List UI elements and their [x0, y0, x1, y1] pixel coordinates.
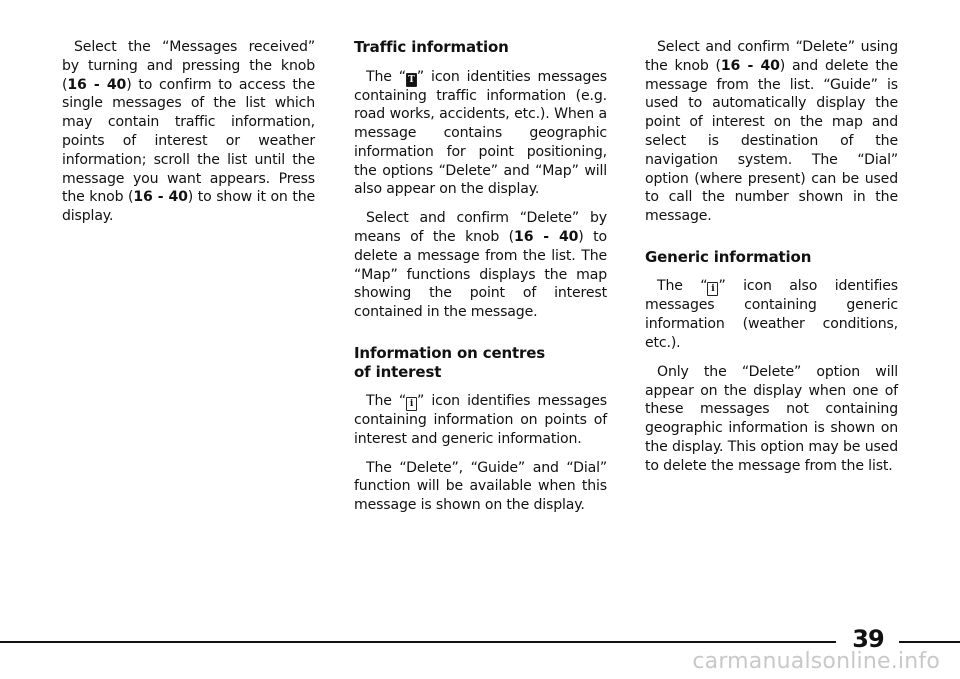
knob-reference: 16 - 40 [720, 57, 780, 74]
heading-traffic-information: Traffic information [354, 38, 509, 56]
text-column-1 [62, 38, 315, 236]
paragraph [354, 68, 607, 200]
heading-line: of interest [354, 362, 442, 381]
heading-line: Information on centres [354, 344, 546, 363]
paragraph: Only the “Delete” option will appear on the display when one of these messages not containing geographic information is shown on the display. This option may be used to delete the message from the list. [645, 363, 898, 474]
text-column-3 [645, 38, 898, 486]
text-run: The “ [657, 278, 708, 295]
text-run: ) to confirm to access the single messages of the list which may contain traffic information, points of interest or weather information; scroll the list until the message you want appears. Press the knob ( [62, 76, 316, 206]
text-run: ” icon identities messages containing traffic information (e.g. road works, accidents, etc.). When a message contains geographic information for point positioning, the options “Delete” and “Map” will also appear on the display. [354, 68, 607, 198]
knob-reference: 16 - 40 [67, 76, 127, 93]
text-run: Select and confirm “Delete” using the knob ( [645, 39, 898, 74]
text-run: The “ [366, 393, 407, 410]
text-run: The “ [366, 68, 406, 85]
text-column-2 [354, 38, 607, 525]
paragraph [62, 38, 315, 226]
text-run: ” icon identifies messages containing information on points of interest and generic information. [354, 393, 607, 447]
heading-centres-of-interest [354, 344, 607, 381]
knob-reference: 16 - 40 [133, 189, 188, 206]
footer-rule [899, 641, 960, 643]
info-icon: i [707, 282, 718, 296]
traffic-info-icon: T [406, 73, 417, 87]
info-icon: i [406, 397, 417, 411]
paragraph: The “Delete”, “Guide” and “Dial” function will be available when this message is shown on the display. [354, 459, 607, 514]
knob-reference: 16 - 40 [514, 229, 579, 246]
heading-generic-information: Generic information [645, 247, 812, 266]
text-run: ) and delete the message from the list. “Guide” is used to automatically display the point of interest on the map and select is destination of the navigation system. The “Dial” option (where present) can be used to call the number shown in the message. [645, 57, 898, 225]
paragraph [354, 209, 607, 322]
paragraph [645, 277, 898, 352]
text-run: ” icon also identifies messages containing generic information (weather conditions, etc.). [645, 278, 898, 352]
text-run: Select the “Messages received” by turning and pressing the knob ( [62, 39, 315, 93]
page-number: 39 [852, 625, 884, 653]
watermark: carmanualsonline.info [692, 649, 940, 674]
footer-rule [0, 641, 836, 643]
paragraph [354, 392, 607, 449]
text-run: Select and confirm “Delete” by means of the knob ( [354, 210, 607, 246]
text-run: ) to delete a message from the list. The “Map” functions displays the map showing the point of interest contained in the message. [354, 229, 608, 321]
text-run: ) to show it on the display. [62, 189, 315, 225]
paragraph [645, 38, 898, 226]
